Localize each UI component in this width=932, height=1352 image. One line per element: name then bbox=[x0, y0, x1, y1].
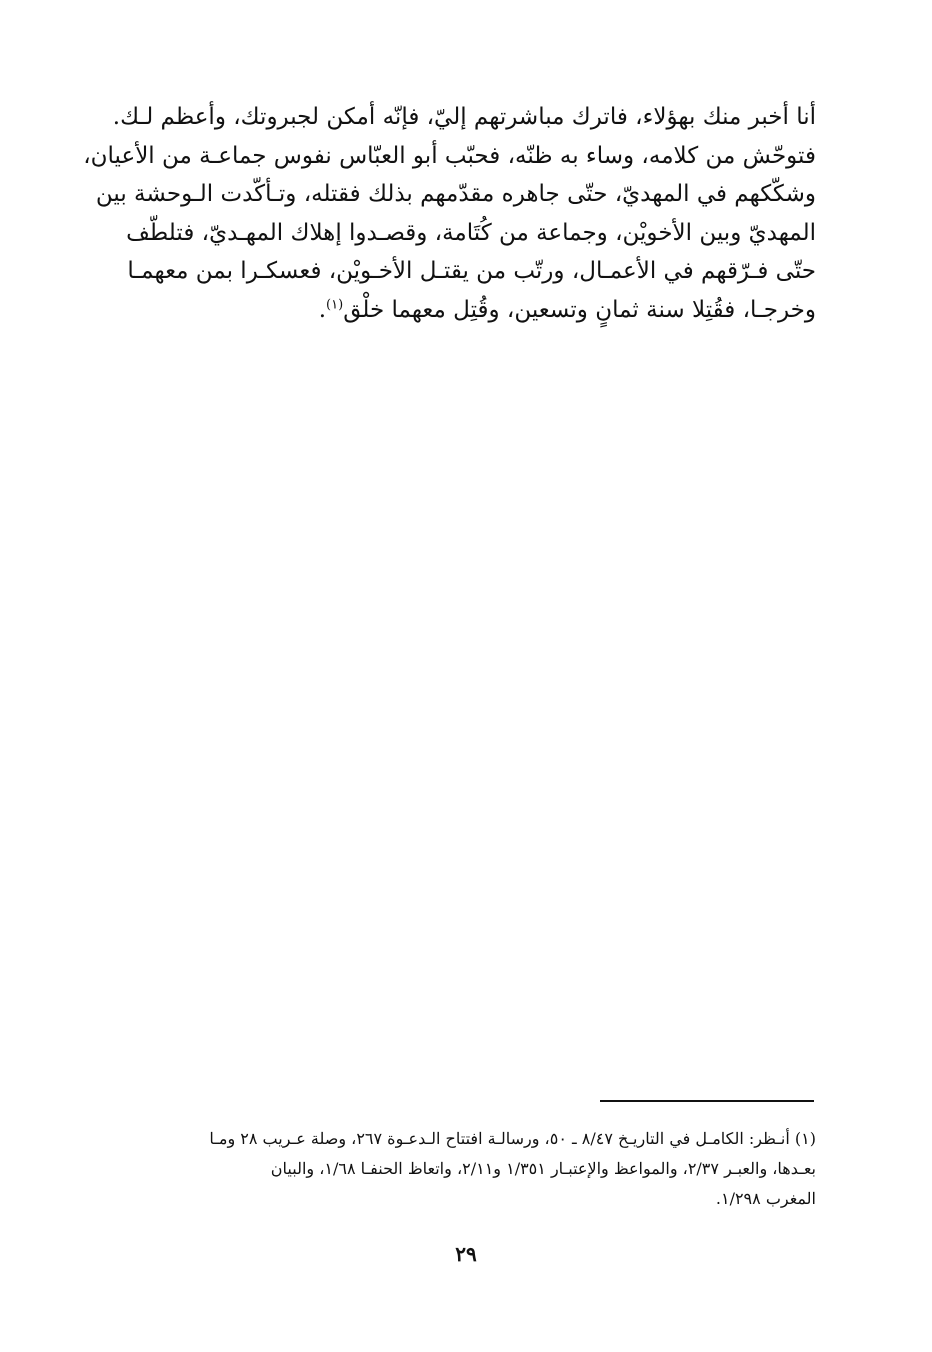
text-line-3: وشكّكهم في المهديّ، حتّى جاهره مقدّمهم بذلك فقتله، وتـأكّدت الـوحشة بين bbox=[95, 181, 816, 207]
page-number: ٢٩ bbox=[455, 1242, 477, 1266]
footnote-reference: (١) bbox=[326, 296, 344, 312]
text-line-1: أنا أخبر منك بهؤلاء، فاترك مباشرتهم إليّ، فإنّه أمكن لجبروتك، وأعظم لـك. bbox=[112, 104, 816, 130]
footnote-separator bbox=[600, 1100, 814, 1102]
footnote-line-1: (١) أنـظر: الكامـل في التاريـخ ٨/٤٧ ـ ٥٠، ورسالـة افتتاح الـدعـوة ٢٦٧، وصلة عـريب ٢٨ ومـا bbox=[209, 1129, 816, 1148]
footnote-line-2: بعـدها، والعبـر ٢/٣٧، والمواعظ والإعتبـار ١/٣٥١ و٢/١١، واتعاظ الحنفـا ١/٦٨، والبيان bbox=[270, 1159, 816, 1178]
final-period: . bbox=[318, 296, 327, 323]
footnotes bbox=[106, 1124, 816, 1214]
text-line-6-content: وخرجـا، فقُتِلا سنة ثمانٍ وتسعين، وقُتِل معهما خلْق bbox=[343, 296, 816, 323]
text-line-5: حتّى فـرّقهم في الأعمـال، ورتّب من يقتـل الأخـويْن، فعسكـرا بمن معهمـا bbox=[127, 258, 816, 284]
text-line-6 bbox=[116, 291, 816, 330]
footnote-line-3: المغرب ١/٢٩٨. bbox=[715, 1189, 816, 1208]
main-paragraph bbox=[83, 98, 816, 329]
text-line-4: المهديّ وبين الأخويْن، وجماعة من كُتَامة، وقصـدوا إهلاك المهـديّ، فتلطّف bbox=[126, 219, 816, 246]
text-line-2: فتوحّش من كلامه، وساء به ظنّه، فحبّب أبو العبّاس نفوس جماعـة من الأعيان، bbox=[83, 142, 816, 169]
